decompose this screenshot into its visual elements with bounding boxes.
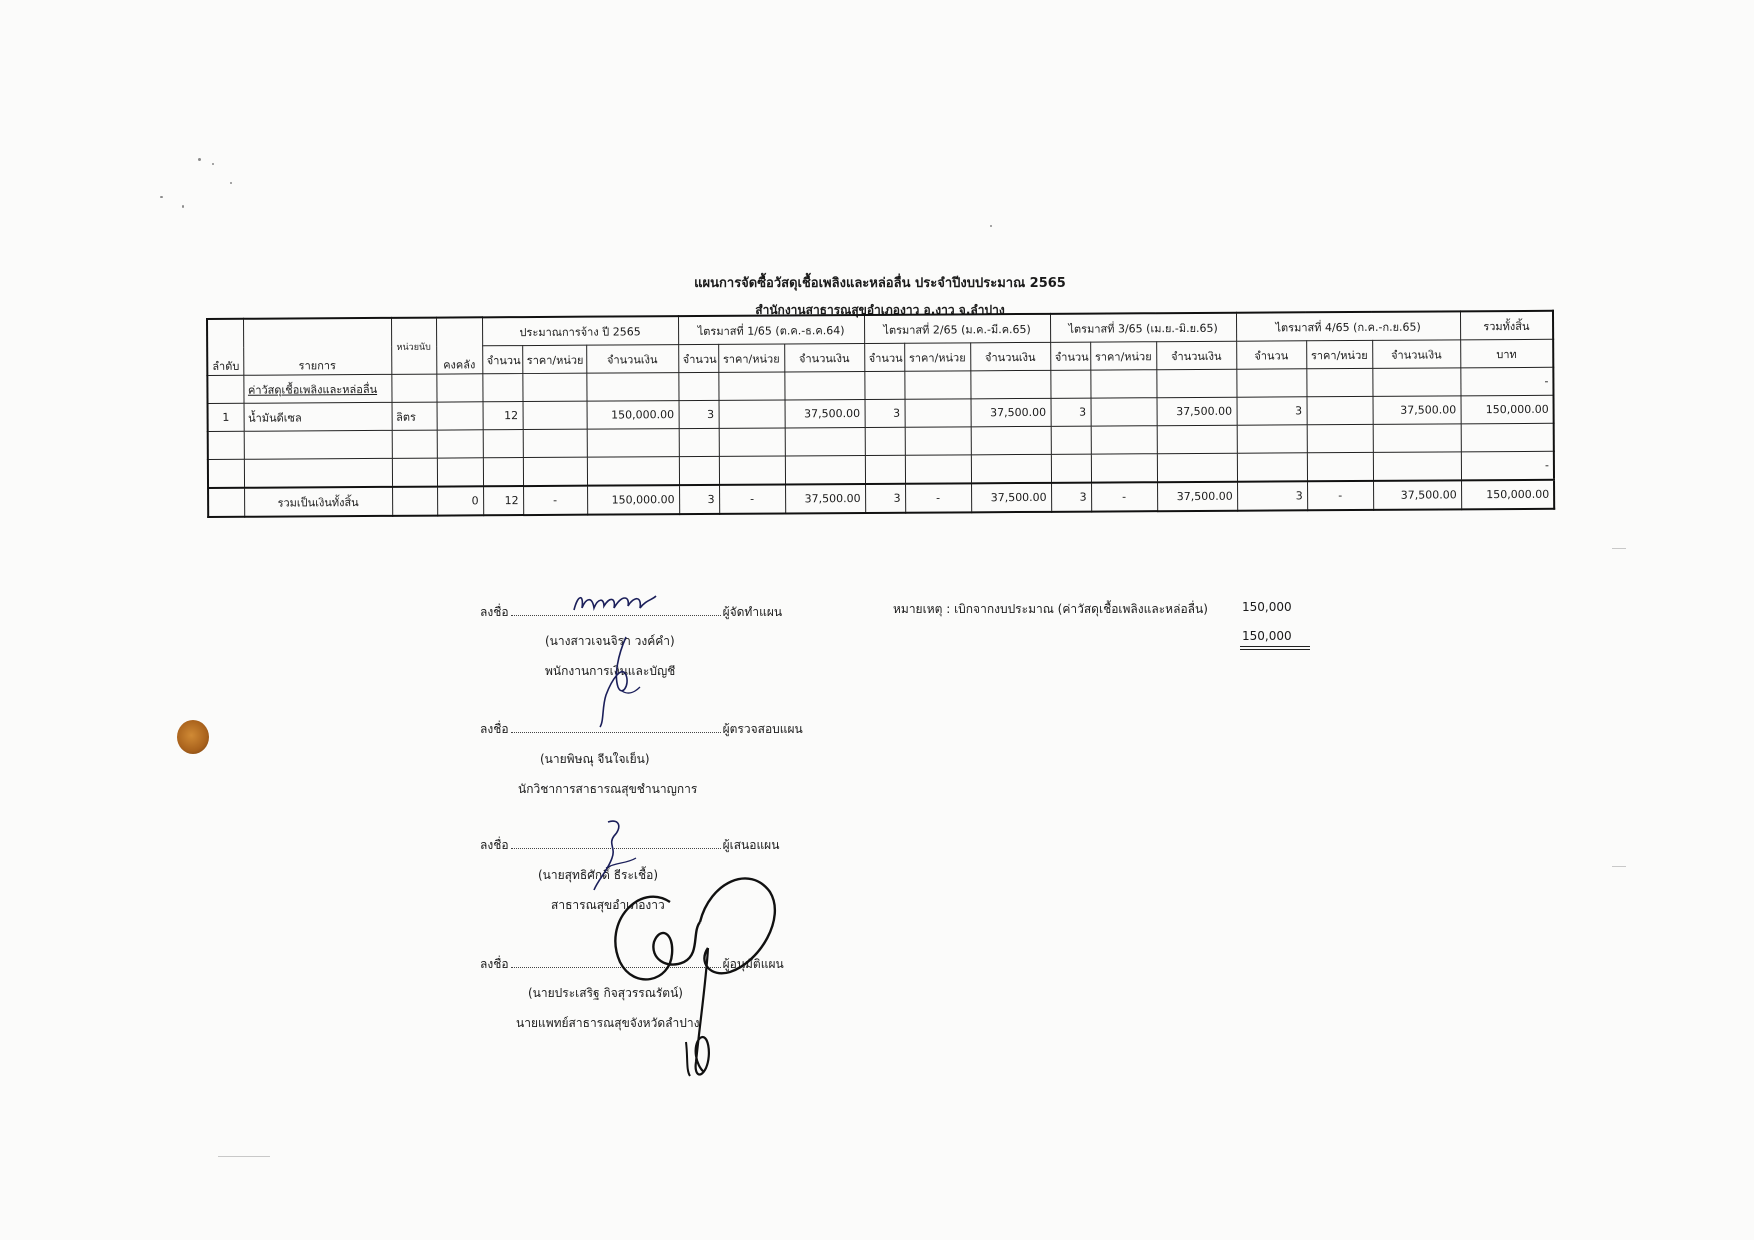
item-q2-amount: 37,500.00 (971, 398, 1051, 426)
total-underline (1240, 646, 1310, 647)
preparer-position: พนักงานการเงินและบัญชี (545, 664, 676, 678)
remark-text: หมายเหตุ : เบิกจากงบประมาณ (ค่าวัสดุเชื้อเพลิงและหล่อลื่น) (893, 602, 1208, 616)
approver-name: (นายประเสริฐ กิจสุวรรณรัตน์) (528, 986, 683, 1000)
cell (208, 488, 244, 517)
cell (865, 427, 905, 455)
cell (905, 455, 971, 484)
remark-total: 150,000 (1242, 629, 1292, 643)
item-q1-price (719, 400, 785, 428)
cell (244, 458, 392, 487)
cell (904, 371, 970, 399)
cell (1157, 425, 1237, 453)
item-no: 1 (208, 403, 244, 431)
cell (1237, 453, 1307, 482)
cell (679, 456, 719, 485)
item-q2-qty: 3 (865, 399, 905, 427)
cell (392, 487, 437, 516)
header-item: รายการ (243, 318, 391, 375)
header-q1-price: ราคา/หน่วย (718, 344, 784, 372)
handwritten-signature-reviewer (596, 635, 646, 730)
cell (207, 375, 243, 403)
cell (785, 427, 865, 455)
summary-q4-amount: 37,500.00 (1373, 480, 1461, 510)
cell (392, 458, 437, 487)
summary-q4-price: - (1307, 481, 1373, 510)
approver-position: นายแพทย์สาธารณสุขจังหวัดลำปาง (516, 1016, 700, 1030)
cell (1091, 454, 1157, 483)
sign-role: ผู้ตรวจสอบแผน (722, 722, 803, 736)
item-q2-price (905, 399, 971, 427)
item-q4-price (1307, 396, 1373, 424)
proposer-name: (นายสุทธิศักดิ์ ธีระเชื้อ) (538, 868, 659, 882)
sign-prefix: ลงชื่อ (480, 838, 509, 852)
header-q3-amount: จำนวนเงิน (1156, 341, 1236, 369)
header-q4-price: ราคา/หน่วย (1306, 340, 1372, 368)
sign-prefix: ลงชื่อ (480, 722, 509, 736)
scan-speck (182, 205, 184, 208)
cell (1090, 370, 1156, 398)
header-q1-qty: จำนวน (678, 344, 718, 372)
scan-speck (198, 158, 201, 161)
cell (784, 371, 864, 399)
item-q4-amount: 37,500.00 (1373, 396, 1461, 425)
cell (1051, 426, 1091, 454)
summary-q1-price: - (719, 484, 785, 513)
summary-q2-price: - (905, 483, 971, 512)
cell (523, 429, 587, 457)
cell (785, 455, 865, 484)
summary-budget-amount: 150,000.00 (587, 485, 679, 515)
header-quarter-2: ไตรมาสที่ 2/65 (ม.ค.-มี.ค.65) (864, 314, 1050, 344)
sign-prefix: ลงชื่อ (480, 605, 509, 619)
summary-stock: 0 (437, 486, 483, 515)
cell (1236, 369, 1306, 397)
cell (482, 374, 522, 402)
cell (208, 431, 244, 459)
summary-budget-price: - (523, 486, 587, 515)
item-q1-qty: 3 (679, 400, 719, 428)
document-subtitle: สำนักงานสาธารณสุขอำเภองาว อ.งาว จ.ลำปาง (755, 303, 1005, 317)
header-stock: คงคลัง (436, 317, 482, 374)
cell (587, 457, 679, 486)
header-q2-qty: จำนวน (864, 343, 904, 371)
cell (437, 430, 483, 458)
header-unit: หน่วยนับ (391, 318, 436, 375)
header-q2-amount: จำนวนเงิน (970, 342, 1050, 370)
scan-edge-mark (1612, 548, 1626, 549)
summary-q3-qty: 3 (1051, 483, 1091, 512)
summary-label: รวมเป็นเงินทั้งสิ้น (244, 487, 392, 517)
item-name: น้ำมันดีเซล (244, 402, 392, 431)
sign-role: ผู้อนุมัติแผน (722, 957, 784, 971)
item-q3-price (1091, 398, 1157, 426)
cell (1373, 452, 1461, 481)
scan-speck (230, 182, 232, 184)
summary-budget-qty: 12 (483, 486, 523, 515)
header-budget-2565: ประมาณการจ้าง ปี 2565 (482, 316, 678, 346)
header-q4-qty: จำนวน (1236, 341, 1306, 369)
scan-speck (212, 163, 214, 165)
cell (679, 428, 719, 456)
handwritten-signature-approver (600, 862, 780, 1082)
cell (678, 372, 718, 400)
handwritten-signature-preparer (570, 588, 660, 618)
summary-q1-qty: 3 (679, 485, 719, 514)
cell (1156, 369, 1236, 397)
sign-role: ผู้เสนอแผน (722, 838, 780, 852)
header-baht: บาท (1460, 339, 1553, 368)
reviewer-name: (นายพิษณุ จีนใจเย็น) (540, 752, 650, 766)
header-budget-qty: จำนวน (482, 346, 522, 374)
cell (1051, 454, 1091, 483)
cell (1307, 424, 1373, 452)
header-quarter-4: ไตรมาสที่ 4/65 (ก.ค.-ก.ย.65) (1236, 311, 1460, 341)
cell (483, 430, 523, 458)
summary-q3-amount: 37,500.00 (1157, 482, 1237, 511)
header-q1-amount: จำนวนเงิน (784, 343, 864, 371)
item-budget-price (523, 401, 587, 429)
cell (971, 426, 1051, 454)
cell (391, 374, 436, 402)
header-budget-price: ราคา/หน่วย (522, 345, 586, 373)
scan-speck (990, 225, 992, 227)
cell (586, 373, 678, 402)
cell (244, 430, 392, 459)
summary-q3-price: - (1091, 482, 1157, 511)
cell (864, 371, 904, 399)
proposer-position: สาธารณสุขอำเภองาว (551, 898, 665, 912)
cell (1157, 453, 1237, 482)
total-underline (1240, 649, 1310, 650)
cell (1050, 370, 1090, 398)
item-budget-qty: 12 (483, 402, 523, 430)
category-total: - (1460, 367, 1553, 396)
item-q3-qty: 3 (1051, 398, 1091, 426)
header-quarter-1: ไตรมาสที่ 1/65 (ต.ค.-ธ.ค.64) (678, 315, 864, 345)
cell (436, 374, 482, 402)
header-q4-amount: จำนวนเงิน (1372, 340, 1460, 369)
cell (1306, 368, 1372, 396)
sign-prefix: ลงชื่อ (480, 957, 509, 971)
cell (1461, 423, 1554, 452)
item-q1-amount: 37,500.00 (785, 399, 865, 427)
header-grand-total: รวมทั้งสิ้น (1460, 311, 1553, 340)
preparer-name: (นางสาวเจนจิรา วงค์คำ) (545, 634, 675, 648)
header-no: ลำดับ (207, 319, 243, 376)
header-quarter-3: ไตรมาสที่ 3/65 (เม.ย.-มิ.ย.65) (1050, 313, 1236, 343)
cell (905, 427, 971, 455)
cell (437, 458, 483, 487)
cell (719, 456, 785, 485)
summary-q2-amount: 37,500.00 (971, 483, 1051, 512)
cell (483, 458, 523, 487)
scan-speck (160, 196, 163, 198)
summary-q2-qty: 3 (865, 484, 905, 513)
reviewer-position: นักวิชาการสาธารณสุขชำนาญการ (518, 782, 698, 796)
cell (1237, 425, 1307, 453)
cell (587, 429, 679, 458)
cell (1307, 452, 1373, 481)
summary-total: 150,000.00 (1461, 480, 1554, 510)
cell (970, 370, 1050, 398)
category-label: ค่าวัสดุเชื้อเพลิงและหล่อลื่น (243, 374, 391, 403)
item-unit: ลิตร (392, 402, 437, 430)
cell (522, 373, 586, 401)
cell (1372, 368, 1460, 397)
item-stock (437, 402, 483, 430)
document-title: แผนการจัดซื้อวัสดุเชื้อเพลิงและหล่อลื่น ประจำปีงบประมาณ 2565 (694, 276, 1066, 291)
cell (1373, 424, 1461, 453)
blank-row-total: - (1461, 451, 1554, 480)
summary-q1-amount: 37,500.00 (785, 484, 865, 513)
remark-amount: 150,000 (1242, 600, 1292, 614)
cell (392, 430, 437, 458)
summary-q4-qty: 3 (1237, 481, 1307, 510)
cell (718, 372, 784, 400)
scan-edge-mark (1612, 866, 1626, 867)
header-q2-price: ราคา/หน่วย (904, 343, 970, 371)
item-q3-amount: 37,500.00 (1157, 397, 1237, 425)
item-budget-amount: 150,000.00 (587, 401, 679, 430)
header-budget-amount: จำนวนเงิน (586, 345, 678, 374)
cell (719, 428, 785, 456)
sign-role: ผู้จัดทำแผน (722, 605, 783, 619)
cell (208, 459, 244, 488)
procurement-plan-table (206, 310, 1555, 518)
cell (523, 457, 587, 486)
cell (971, 454, 1051, 483)
header-q3-qty: จำนวน (1050, 342, 1090, 370)
cell (865, 455, 905, 484)
item-total: 150,000.00 (1461, 395, 1554, 424)
header-q3-price: ราคา/หน่วย (1090, 342, 1156, 370)
cell (1091, 426, 1157, 454)
item-q4-qty: 3 (1237, 397, 1307, 425)
scan-edge-mark (218, 1156, 270, 1157)
brown-stain (177, 720, 209, 754)
